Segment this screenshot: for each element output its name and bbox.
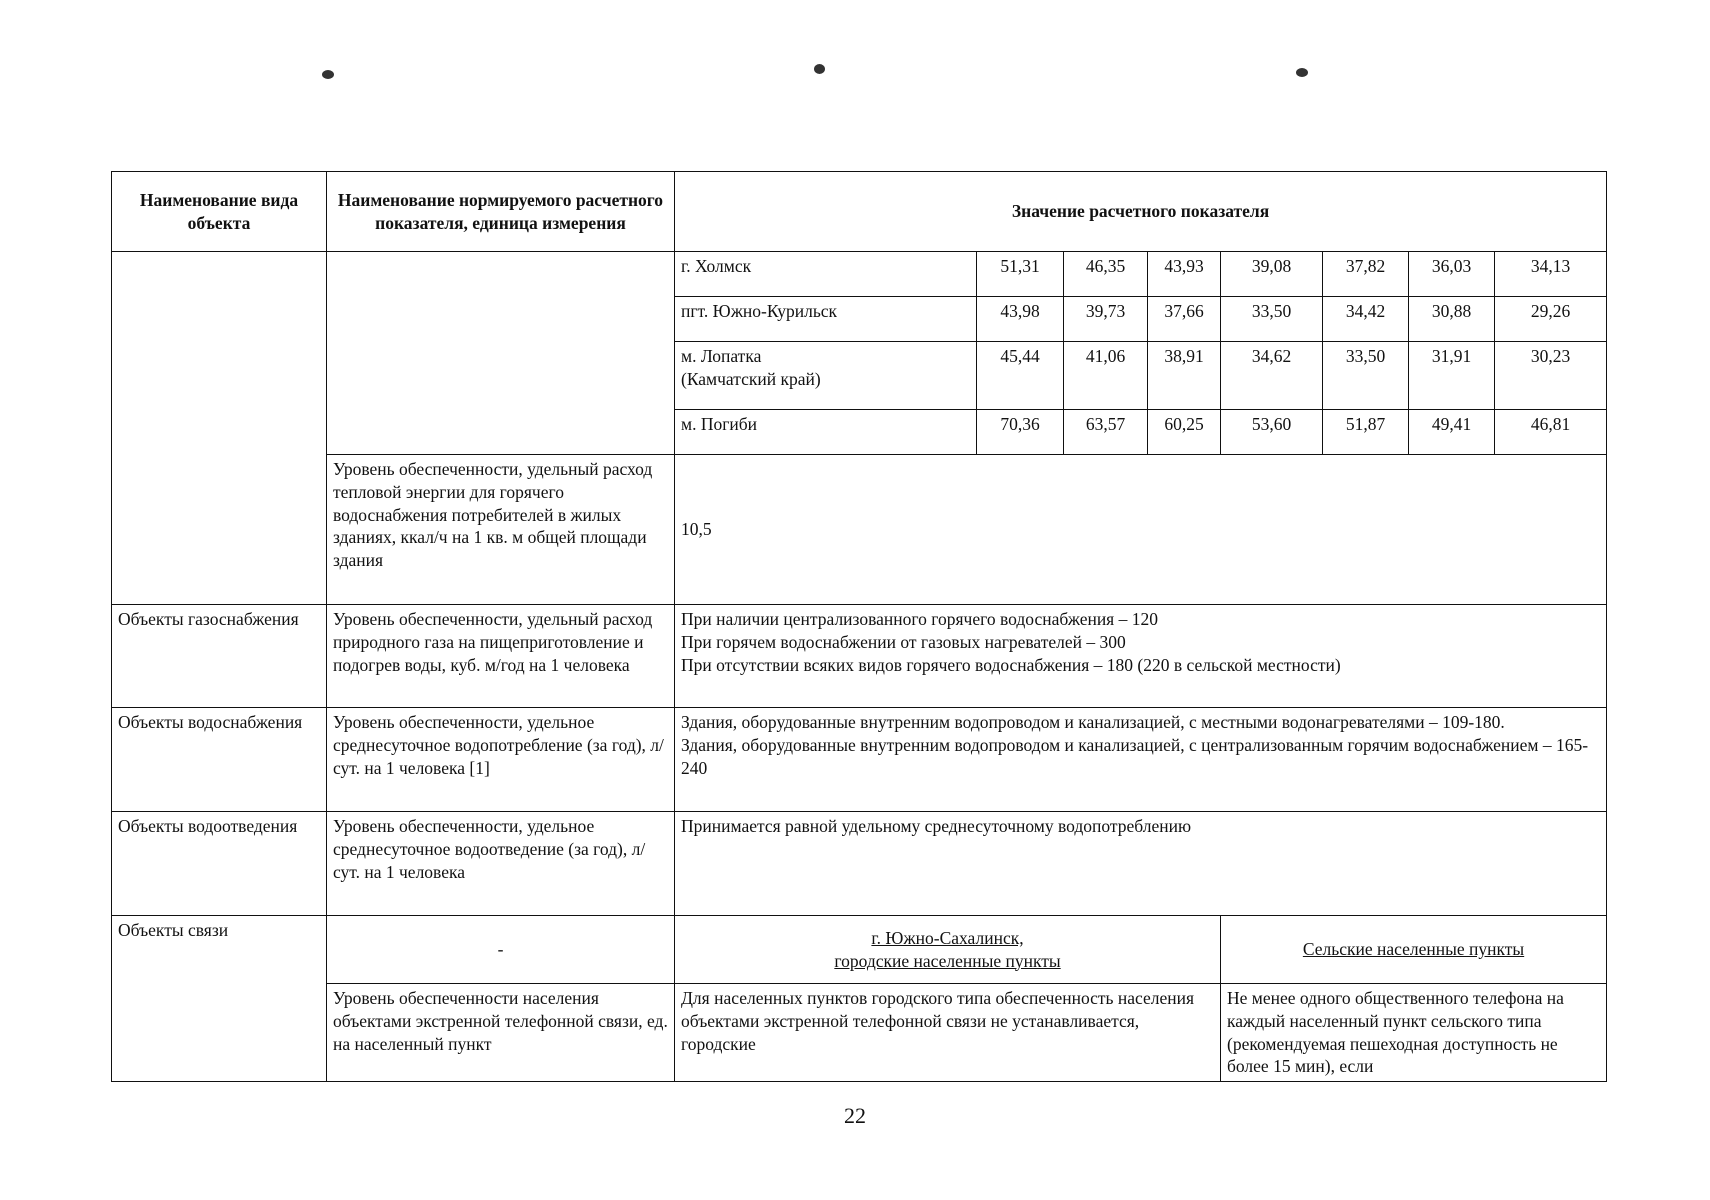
indicator-text: Уровень обеспеченности населения объектами экстренной телефонной связи, ед. на населенный пункт — [327, 984, 675, 1082]
urban-header-line: г. Южно-Сахалинск, — [871, 927, 1024, 948]
value-cell: 34,62 — [1221, 342, 1323, 410]
indicator-text: Уровень обеспеченности, удельное среднесуточное водоотведение (за год), л/сут. на 1 человека — [327, 812, 675, 916]
object-name: Объекты газоснабжения — [112, 605, 327, 708]
table-row — [112, 455, 1607, 605]
table-row — [112, 252, 1607, 297]
value-cell: 29,26 — [1495, 297, 1607, 342]
value-cell: 34,42 — [1323, 297, 1409, 342]
table-row — [112, 984, 1607, 1082]
object-name: Объекты связи — [112, 916, 327, 1082]
indicator-cell-empty — [327, 252, 675, 455]
indicator-table — [111, 171, 1607, 1082]
scan-speck — [814, 64, 825, 74]
value-cell: 70,36 — [977, 410, 1064, 455]
header-object-type: Наименование вида объекта — [112, 172, 327, 252]
scan-speck — [322, 70, 334, 79]
scan-speck — [1296, 68, 1308, 77]
table-row — [112, 708, 1607, 812]
object-name: Объекты водоотведения — [112, 812, 327, 916]
value-cell: 45,44 — [977, 342, 1064, 410]
value-text — [675, 605, 1607, 708]
value-cell: 46,81 — [1495, 410, 1607, 455]
value-cell: 51,87 — [1323, 410, 1409, 455]
indicator-empty-dash: - — [327, 916, 675, 984]
value-cell: 39,73 — [1064, 297, 1148, 342]
water-supply-value-line: Здания, оборудованные внутренним водопроводом и канализацией, с местными водонагревателями – 109-180. — [681, 712, 1505, 732]
gas-value-line: При горячем водоснабжении от газовых нагревателей – 300 — [681, 631, 1126, 652]
value-cell: 34,13 — [1495, 252, 1607, 297]
value-cell: 46,35 — [1064, 252, 1148, 297]
city-name: пгт. Южно-Курильск — [675, 297, 977, 342]
value-cell: 49,41 — [1409, 410, 1495, 455]
page-number: 22 — [844, 1103, 866, 1128]
table-header-row — [112, 172, 1607, 252]
indicator-text: Уровень обеспеченности, удельный расход тепловой энергии для горячего водоснабжения потребителей в жилых зданиях, ккал/ч на 1 кв. м общей площади здания — [327, 455, 675, 605]
city-name — [675, 342, 977, 410]
city-name: г. Холмск — [675, 252, 977, 297]
value-cell: 41,06 — [1064, 342, 1148, 410]
header-value: Значение расчетного показателя — [675, 172, 1607, 252]
value-cell: 43,93 — [1148, 252, 1221, 297]
rural-header — [1221, 916, 1607, 984]
city-name: м. Погиби — [675, 410, 977, 455]
value-cell: 60,25 — [1148, 410, 1221, 455]
header-indicator: Наименование нормируемого расчетного показателя, единица измерения — [327, 172, 675, 252]
value-cell: 51,31 — [977, 252, 1064, 297]
value-cell: 36,03 — [1409, 252, 1495, 297]
value-cell: 33,50 — [1323, 342, 1409, 410]
rural-value-text: Не менее одного общественного телефона на каждый населенный пункт сельского типа (рекомендуемая пешеходная доступность не более 15 мин), если — [1221, 984, 1607, 1082]
table-row — [112, 812, 1607, 916]
urban-header — [675, 916, 1221, 984]
object-cell-empty — [112, 252, 327, 605]
table-row — [112, 605, 1607, 708]
value-text: 10,5 — [675, 455, 1607, 605]
value-cell: 38,91 — [1148, 342, 1221, 410]
value-cell: 43,98 — [977, 297, 1064, 342]
value-cell: 30,88 — [1409, 297, 1495, 342]
gas-value-line: При наличии централизованного горячего водоснабжения – 120 — [681, 609, 1158, 629]
object-name: Объекты водоснабжения — [112, 708, 327, 812]
city-region-line: (Камчатский край) — [681, 368, 821, 389]
indicator-text: Уровень обеспеченности, удельный расход природного газа на пищеприготовление и подогрев воды, куб. м/год на 1 человека — [327, 605, 675, 708]
value-cell: 33,50 — [1221, 297, 1323, 342]
water-supply-value-line: Здания, оборудованные внутренним водопроводом и канализацией, с централизованным горячим водоснабжением – 165-240 — [681, 734, 1589, 778]
value-cell: 53,60 — [1221, 410, 1323, 455]
value-cell: 31,91 — [1409, 342, 1495, 410]
value-cell: 30,23 — [1495, 342, 1607, 410]
urban-value-text: Для населенных пунктов городского типа обеспеченность населения объектами экстренной телефонной связи не устанавливается, городские — [675, 984, 1221, 1082]
table-row — [112, 916, 1607, 984]
city-name-line: м. Лопатка — [681, 346, 762, 366]
urban-header-line: городские населенные пункты — [834, 950, 1061, 971]
value-text — [675, 708, 1607, 812]
value-cell: 39,08 — [1221, 252, 1323, 297]
value-text: Принимается равной удельному среднесуточному водопотреблению — [675, 812, 1607, 916]
value-cell: 63,57 — [1064, 410, 1148, 455]
value-cell: 37,82 — [1323, 252, 1409, 297]
rural-header-text: Сельские населенные пункты — [1302, 939, 1525, 960]
gas-value-line: При отсутствии всяких видов горячего водоснабжения – 180 (220 в сельской местности) — [681, 654, 1341, 675]
value-cell: 37,66 — [1148, 297, 1221, 342]
indicator-text: Уровень обеспеченности, удельное среднесуточное водопотребление (за год), л/сут. на 1 человека [1] — [327, 708, 675, 812]
